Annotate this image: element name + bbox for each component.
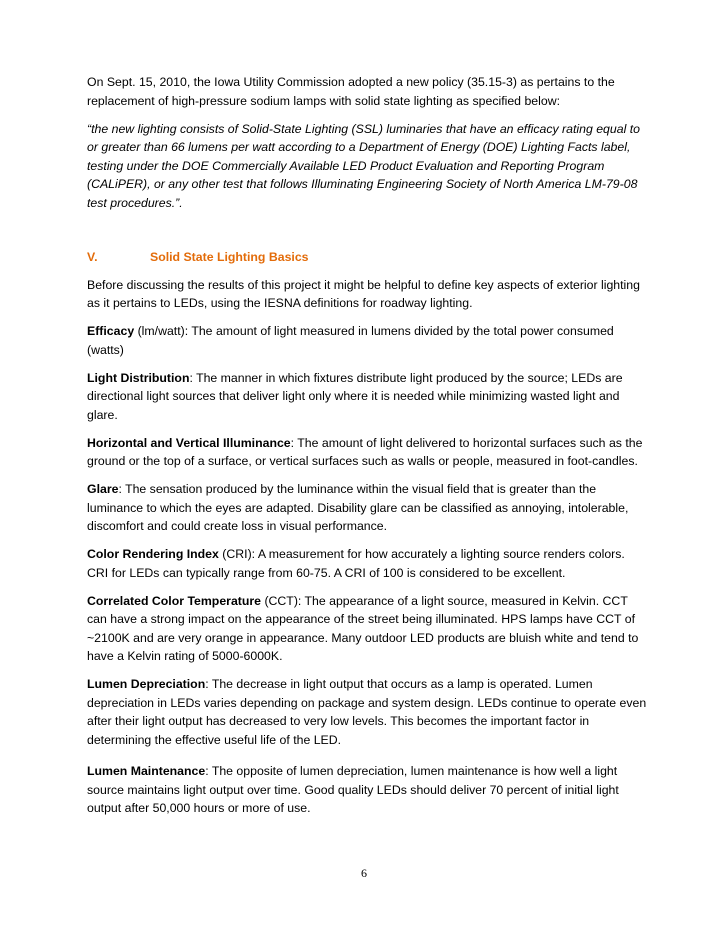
- definition-text: (CRI): A measurement for how accurately a lighting source renders colors. CRI for LEDs can typically range from 60-75. A CRI of 100 is considered to be excellent.: [87, 547, 625, 580]
- definition-efficacy: [87, 322, 647, 359]
- definition-cri: [87, 545, 647, 582]
- definition-illuminance: [87, 434, 647, 471]
- definition-glare: [87, 480, 647, 536]
- section-heading: [87, 248, 647, 267]
- definition-cct: [87, 592, 647, 666]
- definition-text: : The manner in which fixtures distribute light produced by the source; LEDs are directional light sources that deliver light only where it is needed while minimizing wasted light and glare.: [87, 370, 623, 422]
- definition-text: (lm/watt): The amount of light measured in lumens divided by the total power consumed (watts): [87, 324, 614, 357]
- definition-text: : The decrease in light output that occurs as a lamp is operated. Lumen depreciation in LEDs varies depending on package and system design. LEDs continue to operate even after their light output has decreased to very low levels. This becomes the important factor in determining the effective useful life of the LED.: [87, 677, 647, 747]
- definition-lumen-depreciation: [87, 675, 647, 749]
- definition-term: Light Distribution: [87, 370, 190, 385]
- definition-text: (CCT): The appearance of a light source, measured in Kelvin. CCT can have a strong impact on the appearance of the street being illuminated. HPS lamps have CCT of ~2100K and are very orange in appearance. Many outdoor LED products are bluish white and tend to have a Kelvin rating of 5000-6000K.: [87, 593, 639, 663]
- intro-paragraph: On Sept. 15, 2010, the Iowa Utility Commission adopted a new policy (35.15-3) as pertains to the replacement of high-pressure sodium lamps with solid state lighting as specified below:: [87, 75, 615, 108]
- definition-text: : The sensation produced by the luminance within the visual field that is greater than the luminance to which the eyes are adapted. Disability glare can be classified as annoying, intolerable, discomfort and could create loss in visual performance.: [87, 482, 629, 533]
- definition-lumen-maintenance: [87, 762, 647, 818]
- definition-term: Efficacy: [87, 324, 135, 338]
- definition-text: : The amount of light delivered to horizontal surfaces such as the ground or the top of a surface, or vertical surfaces such as walls or people, measured in foot-candles.: [87, 435, 643, 468]
- policy-quote: “the new lighting consists of Solid-State Lighting (SSL) luminaries that have an efficacy rating equal to or greater than 66 lumens per watt according to a Department of Energy (DOE) Lighting Facts label, testing under the DOE Commercially Available LED Product Evaluation and Reporting Program (CALiPER), or any other test that follows Illuminating Engineering Society of North America LM-79-08 test procedures.”.: [87, 121, 640, 210]
- definition-term: Lumen Maintenance: [87, 764, 206, 778]
- definition-term: Color Rendering Index: [87, 547, 219, 561]
- definition-term: Lumen Depreciation: [87, 677, 206, 691]
- definition-text: : The opposite of lumen depreciation, lumen maintenance is how well a light source maintains light output over time. Good quality LEDs should deliver 70 percent of initial light output after 50,000 hours or more of use.: [87, 764, 619, 815]
- lead-paragraph: Before discussing the results of this project it might be helpful to define key aspects of exterior lighting as it pertains to LEDs, using the IESNA definitions for roadway lighting.: [87, 277, 640, 310]
- section-number: V.: [87, 249, 98, 264]
- definition-term: Glare: [87, 482, 119, 496]
- definition-term: Correlated Color Temperature: [87, 593, 262, 608]
- definition-light-distribution: [87, 369, 647, 425]
- spacer: [87, 222, 647, 248]
- section-title: Solid State Lighting Basics: [150, 249, 309, 264]
- document-page: [87, 73, 647, 827]
- definition-term: Horizontal and Vertical Illuminance: [87, 435, 291, 450]
- page-number: 6: [361, 866, 367, 880]
